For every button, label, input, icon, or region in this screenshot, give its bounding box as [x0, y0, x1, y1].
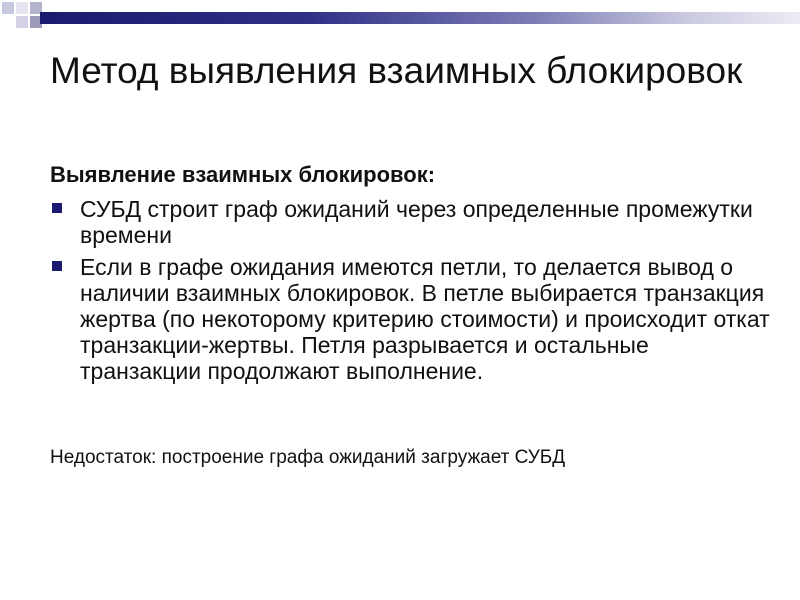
- drawback-note: Недостаток: построение графа ожиданий загружает СУБД: [50, 447, 566, 468]
- bullet-text: Если в графе ожидания имеются петли, то делается вывод о наличии взаимных блокировок. В петле выбирается транзакция жертва (по некоторому критерию стоимости) и происходит откат транзакции-жертвы. Петля разрывается и остальные транзакции продолжают выполнение.: [80, 254, 770, 384]
- square-bullet-icon: [52, 203, 62, 213]
- decor-square: [2, 2, 14, 14]
- decor-square: [16, 2, 28, 14]
- bullet-text: СУБД строит граф ожиданий через определенные промежутки времени: [80, 196, 753, 248]
- decor-square: [16, 16, 28, 28]
- bullet-list: [50, 196, 770, 390]
- header-gradient-bar: [40, 12, 800, 24]
- bullet-item: [50, 254, 770, 384]
- header-decoration: [0, 0, 800, 40]
- bullet-item: [50, 196, 770, 248]
- slide-subtitle: Выявление взаимных блокировок:: [50, 162, 436, 187]
- square-bullet-icon: [52, 261, 62, 271]
- slide-title: Метод выявления взаимных блокировок: [50, 50, 743, 91]
